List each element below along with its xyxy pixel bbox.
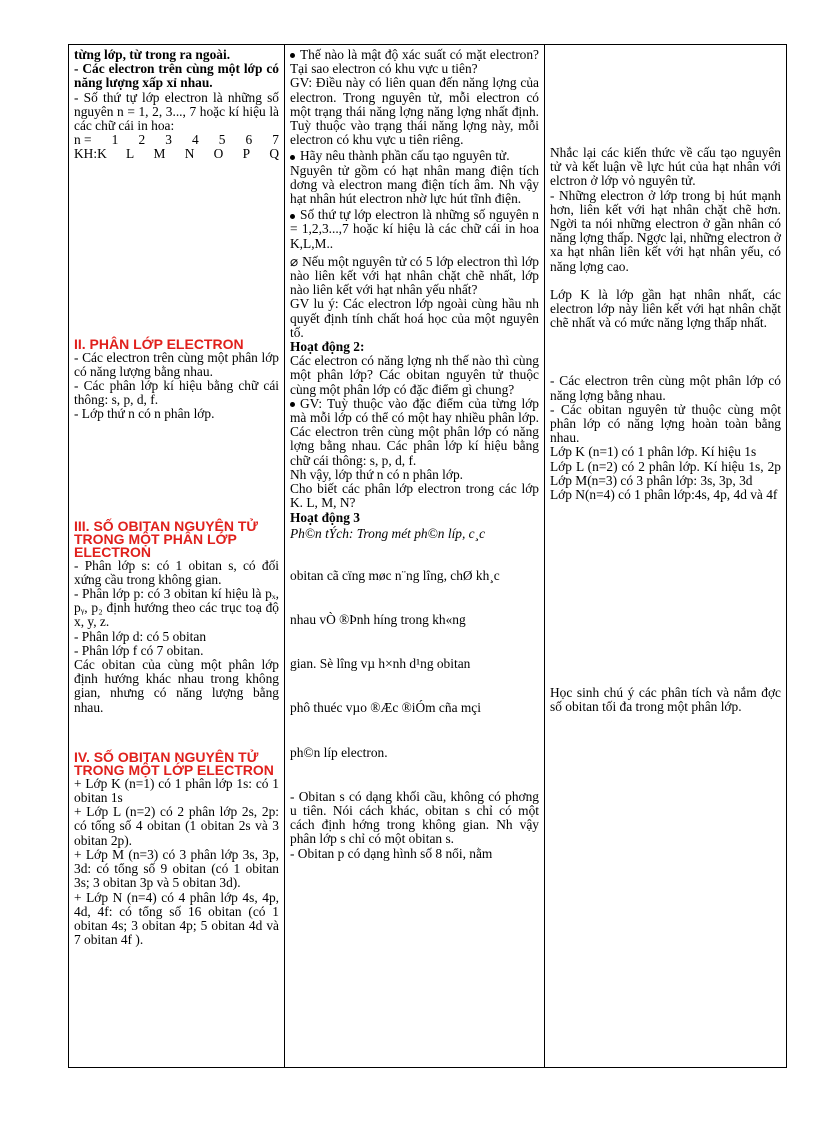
question-4: ⌀ Nếu một nguyên tử có 5 lớp electron thì lớp nào liên kết với hạt nhân chặt chẽ nhất, lớp nào liên kết với hạt nhân yếu nhất? <box>290 253 539 298</box>
student-note-6: Lớp K (n=1) có 1 phân lớp. Kí hiệu 1s <box>550 444 757 460</box>
teacher-note-3c: Cho biết các phân lớp electron trong các lớp K. L, M, N? <box>290 481 539 511</box>
kh-value: P <box>242 146 251 162</box>
garbled-line: obitan cã cïng møc n¨ng lîng, chØ kh¸c <box>290 567 500 583</box>
n-value: 3 <box>165 132 172 148</box>
section-4-title: IV. SỐ OBITAN NGUYÊN TỬ TRONG MỘT LỚP ELECTRON <box>74 748 274 778</box>
student-column <box>545 45 787 1068</box>
intro-line: từng lớp, từ trong ra ngoài. <box>74 47 231 62</box>
answer-2: Nguyên tử gồm có hạt nhân mang điện tích dơng và electron mang điện tích âm. Nh vậy hạt nhân hút electron nhờ lực hút tĩnh điện. <box>290 162 539 207</box>
kh-label: KH:K <box>74 146 107 162</box>
section-4-item: + Lớp N (n=4) có 4 phân lớp 4s, 4p, 4d, 4f: có tổng số 16 obitan (có 1 obitan 4s; 3 obitan 4p; 5 obitan 4d và 7 obitan 4f ). <box>74 889 279 948</box>
teacher-note-3b: Nh vậy, lớp thứ n có n phân lớp. <box>290 466 464 482</box>
section-4-item: + Lớp M (n=3) có 3 phân lớp 3s, 3p, 3d: có tổng số 9 obitan (có 1 obitan 3s; 3 obitan 3p và 5 obitan 3d). <box>74 846 279 891</box>
layer-number-row <box>74 133 279 147</box>
kh-value: Q <box>269 146 279 162</box>
n-value: 6 <box>245 132 253 148</box>
student-note-9: Học sinh chú ý các phân tích và nắm đợc số obitan tối đa trong một phân lớp. <box>550 685 781 715</box>
kh-value: L <box>126 146 135 162</box>
student-note-2: - Những electron ở lớp trong bị hút mạnh hơn, liên kết với hạt nhân chặt chẽ hơn. Ngời ta nói những electron ở gần nhân có năng lợng thấp. Ngợc lại, những electron ở xa hạt nhân liên kết với hạt nhân yếu, có năng lợng cao. <box>550 187 781 274</box>
bullet-icon <box>290 155 295 160</box>
n-value: 1 <box>111 132 119 148</box>
student-note-7: Lớp L (n=2) có 2 phân lớp. Kí hiệu 1s, 2p Lớp M(n=3) có 3 phân lớp: 3s, 3p, 3d <box>550 458 781 488</box>
layer-number-text: - Số thứ tự lớp electron là những số nguyên n = 1, 2, 3..., 7 hoặc kí hiệu là các chữ cái in hoa: <box>74 89 279 134</box>
n-label: n = <box>74 132 92 148</box>
section-3-item: - Phân lớp p: có 3 obitan kí hiệu là pₓ, pᵧ, p₂ định hướng theo các trục toạ độ x, y, z. <box>74 586 279 630</box>
orbital-s-text: - Obitan s có dạng khối cầu, không có phơng u tiên. Nói cách khác, obitan s chỉ có một cách định hớng trong không gian. Nh vậy phân lớp s chỉ có một obitan s. <box>290 788 539 847</box>
garbled-line: phô thuéc vµo ®Æc ®iÓm cña mçi <box>290 700 481 716</box>
section-3-item: - Phân lớp f có 7 obitan. <box>74 642 204 658</box>
n-value: 2 <box>138 132 146 148</box>
garbled-line: nhau vÒ ®Þnh híng trong kh«ng <box>290 611 466 627</box>
section-2-item: - Các phân lớp kí hiệu bằng chữ cái thông: s, p, d, f. <box>74 378 279 408</box>
student-note-1: Nhắc lại các kiến thức về cấu tạo nguyên tử và kết luận về lực hút của hạt nhân với elctron ở lớp vỏ nguyên tử. <box>550 145 781 189</box>
garbled-line: gian. Sè lîng vµ h×nh d¹ng obitan <box>290 656 471 672</box>
layer-symbol-row <box>74 147 279 161</box>
empty-set-icon: ⌀ <box>290 253 299 269</box>
bullet-icon <box>290 53 295 58</box>
section-4-item: + Lớp L (n=2) có 2 phân lớp 2s, 2p: có tổng số 4 obitan (1 obitan 2s và 3 obitan 2p). <box>74 804 279 848</box>
student-note-3: Lớp K là lớp gần hạt nhân nhất, các electron lớp này liên kết với hạt nhân chặt chẽ nhất và có mức năng lợng thấp nhất. <box>550 286 781 331</box>
question-3: Số thứ tự lớp electron là những số nguyên n = 1,2,3...,7 hoặc kí hiệu là các chữ cái in hoa K,L,M.. <box>290 207 539 251</box>
section-2-item: - Lớp thứ n có n phân lớp. <box>74 406 215 422</box>
garbled-analysis <box>290 525 539 760</box>
section-4-item: + Lớp K (n=1) có 1 phân lớp 1s: có 1 obitan 1s <box>74 775 279 806</box>
section-3-item: Các obitan của cùng một phân lớp định hướng khác nhau trong không gian, nhưng có năng lượng bằng nhau. <box>74 657 279 715</box>
n-value: 5 <box>218 132 226 148</box>
garbled-line: Ph©n tÝch: Trong mét ph©n líp, c¸c <box>290 525 486 541</box>
student-note-5: - Các obitan nguyên tử thuộc cùng một phân lớp có năng lợng hoàn toàn bằng nhau. <box>550 401 781 446</box>
student-note-4: - Các electron trên cùng một phân lớp có năng lợng bằng nhau. <box>550 373 781 403</box>
intro-energy: - Các electron trên cùng một lớp có năng lượng xấp xỉ nhau. <box>74 61 279 91</box>
section-2-item: - Các electron trên cùng một phân lớp có năng lượng bằng nhau. <box>74 349 279 379</box>
n-value: 4 <box>191 132 199 148</box>
kh-value: M <box>153 146 166 162</box>
orbital-p-text: - Obitan p có dạng hình số 8 nổi, nằm <box>290 845 493 861</box>
teacher-note-1: GV: Điều này có liên quan đến năng lợng của electron. Trong nguyên tử, mỗi electron có một trạng thái năng lợng năng lợng nhất định. Tuỳ thuộc vào trạng thái năng lợng này, mỗi electron có khu vực u tiên riêng. <box>290 75 539 148</box>
activity-2-text: Các electron có năng lợng nh thế nào thì cùng một phân lớp? Các obitan nguyên tử thuộc cùng một phân lớp có đặc điểm gì chung? <box>290 353 539 397</box>
n-value: 7 <box>272 132 279 148</box>
section-2-title: II. PHÂN LỚP ELECTRON <box>74 335 244 352</box>
question-2: Hãy nêu thành phần cấu tạo nguyên tử. <box>290 149 539 163</box>
kh-value: N <box>184 146 195 162</box>
teacher-note-2: GV lu ý: Các electron lớp ngoài cùng hầu nh quyết định tính chất hoá học của một nguyên tố. <box>290 296 539 340</box>
kh-value: O <box>213 146 224 162</box>
section-3-item: - Phân lớp d: có 5 obitan <box>74 628 207 644</box>
activity-3-title: Hoạt động 3 <box>290 509 360 525</box>
question-1: Thế nào là mật độ xác suất có mặt electron? Tại sao electron có khu vực u tiên? <box>290 47 539 77</box>
bullet-icon <box>290 214 295 219</box>
lesson-table <box>68 44 787 1068</box>
student-note-8: Lớp N(n=4) có 1 phân lớp:4s, 4p, 4d và 4f <box>550 487 778 503</box>
section-3-item: - Phân lớp s: có 1 obitan s, có đối xứng cầu trong không gian. <box>74 557 279 587</box>
section-3-title: III. SỐ OBITAN NGUYÊN TỬ TRONG MỘT PHÂN LỚP ELECTRON <box>74 517 259 560</box>
garbled-line: ph©n líp electron. <box>290 744 388 760</box>
activity-2-title: Hoạt động 2: <box>290 339 365 355</box>
content-column <box>69 45 285 1068</box>
bullet-icon <box>290 402 295 407</box>
teacher-column <box>285 45 545 1068</box>
teacher-note-3: GV: Tuỳ thuộc vào đặc điểm của từng lớp mà mỗi lớp có thể có một hay nhiều phân lớp. Các electron trên cùng một phân lớp có năng lợng bằng nhau. Các phân lớp kí hiệu bằng chữ cái thông: s, p, d, f. <box>290 395 539 468</box>
